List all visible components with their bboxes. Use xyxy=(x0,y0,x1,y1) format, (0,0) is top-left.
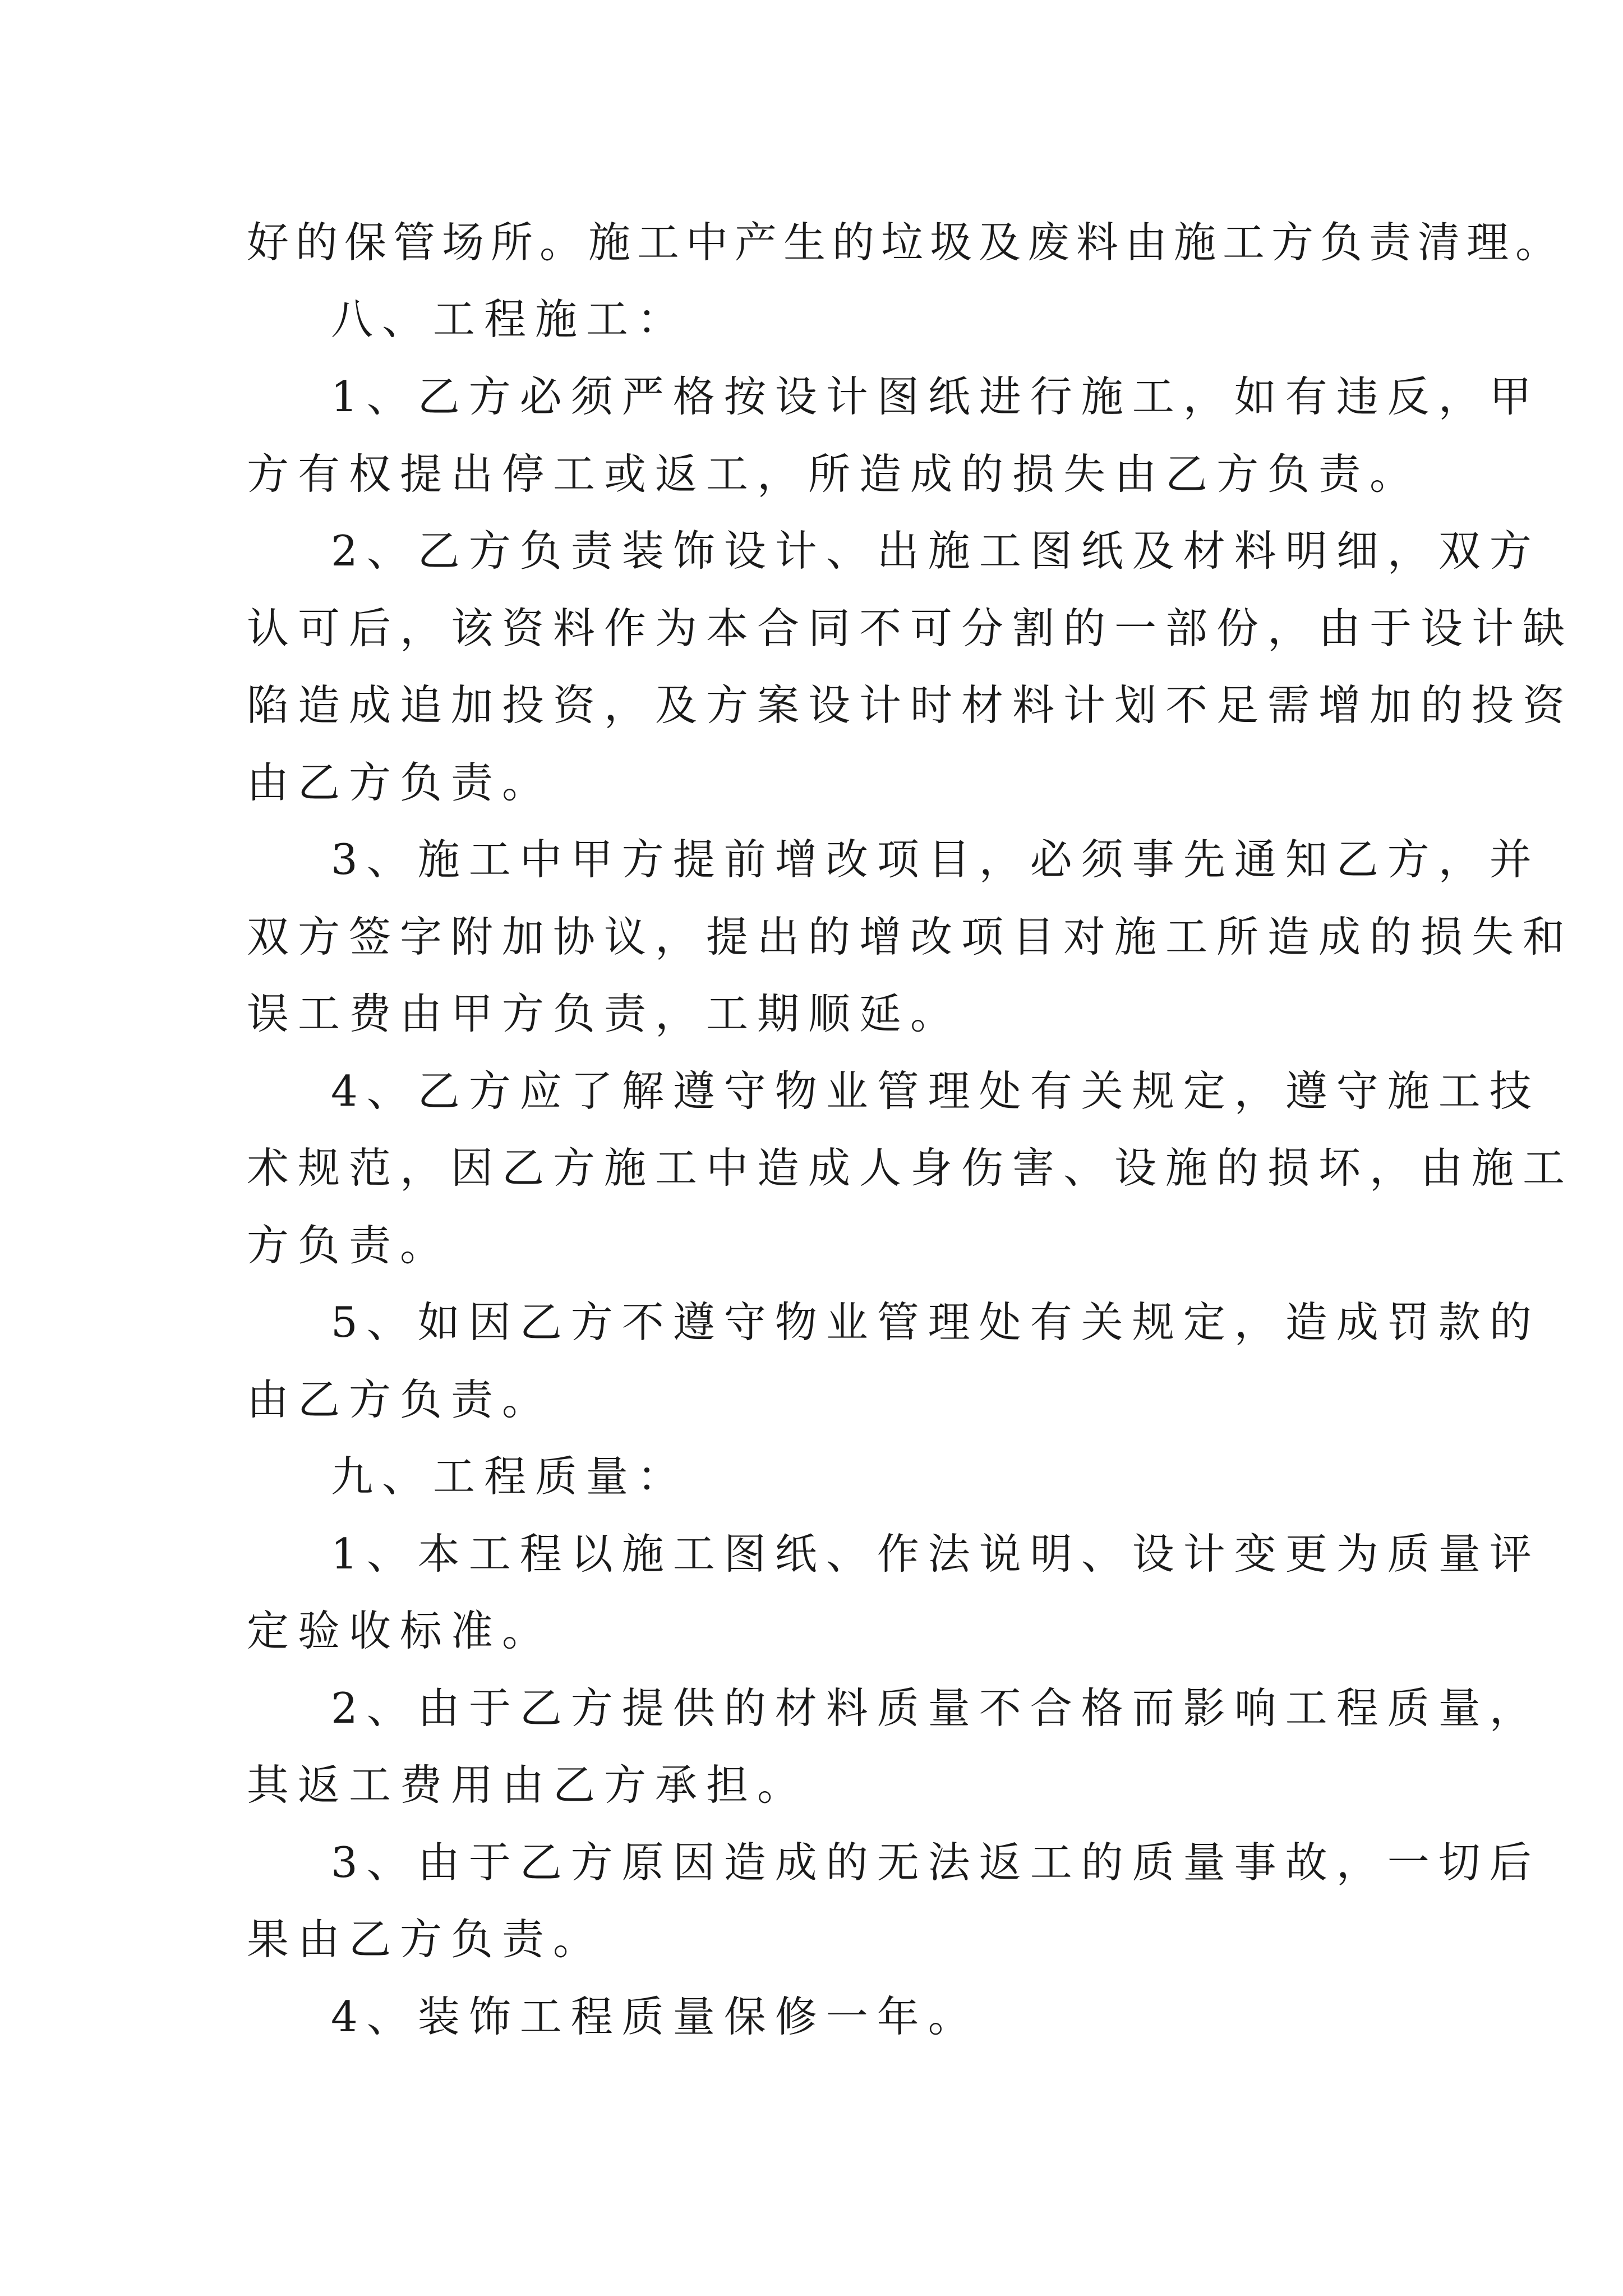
text-line: 陷造成追加投资，及方案设计时材料计划不足需增加的投资 xyxy=(247,680,1574,730)
text-line: 双方签字附加协议，提出的增改项目对施工所造成的损失和 xyxy=(247,912,1574,961)
text-line: 果由乙方负责。 xyxy=(247,1915,605,1964)
text-line: 好的保管场所。施工中产生的垃圾及废料由施工方负责清理。 xyxy=(247,218,1565,267)
section-heading: 八、工程施工： xyxy=(331,295,689,344)
text-line: 由乙方负责。 xyxy=(247,758,554,807)
text-line: 由乙方负责。 xyxy=(247,1375,554,1424)
text-line: 1、本工程以施工图纸、作法说明、设计变更为质量评 xyxy=(331,1529,1541,1579)
text-line: 5、如因乙方不遵守物业管理处有关规定，造成罚款的 xyxy=(331,1297,1541,1347)
text-line: 其返工费用由乙方承担。 xyxy=(247,1760,809,1810)
text-line: 4、装饰工程质量保修一年。 xyxy=(331,1992,979,2041)
section-heading: 九、工程质量： xyxy=(331,1452,689,1501)
text-line: 2、乙方负责装饰设计、出施工图纸及材料明细，双方 xyxy=(331,526,1541,576)
text-line: 认可后，该资料作为本合同不可分割的一部份，由于设计缺 xyxy=(247,604,1574,653)
text-line: 1、乙方必须严格按设计图纸进行施工，如有违反，甲 xyxy=(331,372,1541,421)
text-line: 方有权提出停工或返工，所造成的损失由乙方负责。 xyxy=(247,449,1421,499)
text-line: 3、由于乙方原因造成的无法返工的质量事故，一切后 xyxy=(331,1838,1541,1887)
text-line: 3、施工中甲方提前增改项目，必须事先通知乙方，并 xyxy=(331,835,1541,884)
text-line: 定验收标准。 xyxy=(247,1606,554,1655)
text-line: 误工费由甲方负责，工期顺延。 xyxy=(247,989,962,1038)
text-line: 术规范，因乙方施工中造成人身伤害、设施的损坏，由施工 xyxy=(247,1143,1574,1193)
text-line: 2、由于乙方提供的材料质量不合格而影响工程质量， xyxy=(331,1683,1541,1733)
text-line: 4、乙方应了解遵守物业管理处有关规定，遵守施工技 xyxy=(331,1066,1541,1116)
text-line: 方负责。 xyxy=(247,1221,451,1270)
